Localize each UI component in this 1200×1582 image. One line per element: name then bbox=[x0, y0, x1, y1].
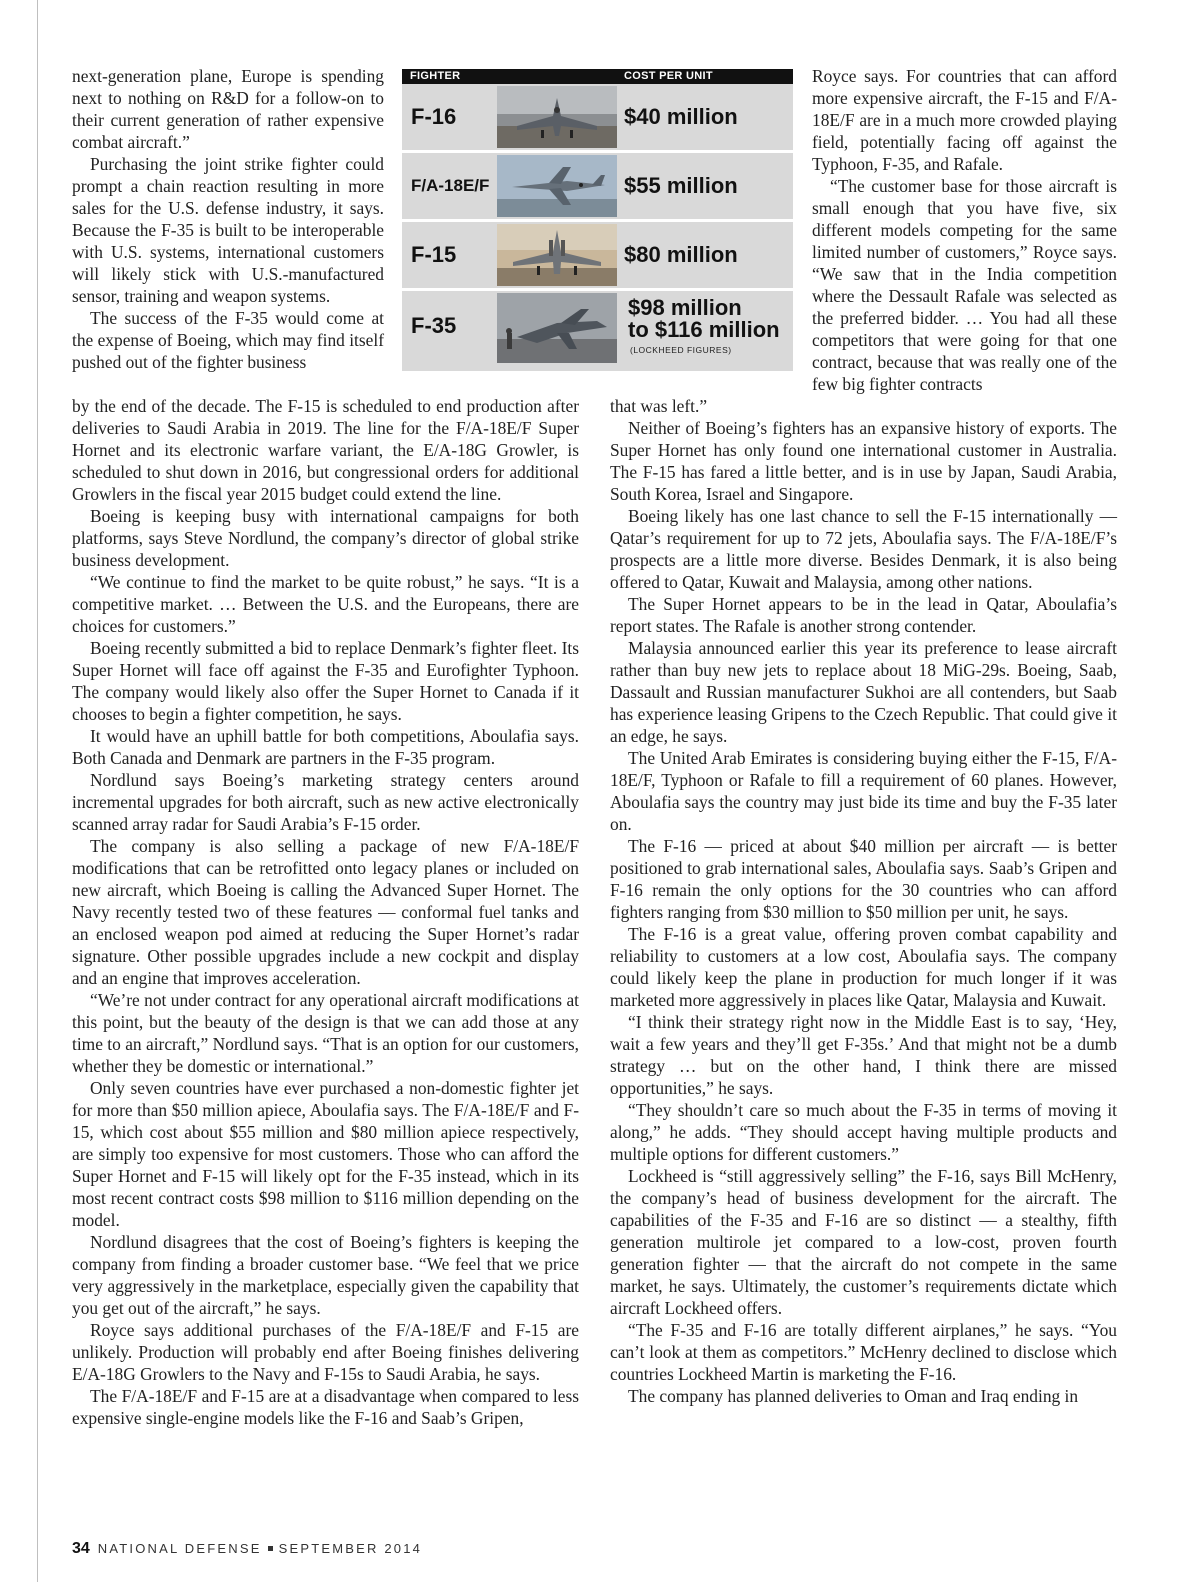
paragraph: Malaysia announced earlier this year its preference to lease aircraft rather than buy new jets to replace about 18 MiG-29s. Boeing, Saab, Dassault and Russian manufacturer Sukhoi are all contenders, but Saab has experience leasing Gripens to the Czech Republic. That could give it an edge, he says. bbox=[610, 638, 1117, 746]
paragraph: It would have an uphill battle for both competitions, Aboulafia says. Both Canada and Denmark are partners in the F-35 program. bbox=[72, 726, 579, 768]
paragraph: Boeing recently submitted a bid to replace Denmark’s fighter fleet. Its Super Hornet will face off against the F-35 and Eurofighter Typhoon. The company would likely also offer the Super Hornet to Canada if it chooses to begin a fighter competition, he says. bbox=[72, 638, 579, 724]
paragraph: “The F-35 and F-16 are totally different airplanes,” he says. “You can’t look at them as competitors.” McHenry declined to disclose which countries Lockheed Martin is marketing the F-16. bbox=[610, 1320, 1117, 1384]
header-fighter: FIGHTER bbox=[410, 70, 461, 82]
table-row-f15 bbox=[402, 222, 793, 288]
paragraph: The Super Hornet appears to be in the lead in Qatar, Aboulafia’s report states. The Rafale is another strong contender. bbox=[610, 594, 1117, 636]
paragraph: Only seven countries have ever purchased a non-domestic fighter jet for more than $50 million apiece, Aboulafia says. The F/A-18E/F and F-15, which cost about $55 million and $80 million apiece respectively, are simply too expensive for most customers. Those who can afford the Super Hornet and F-15 will likely opt for the F-35 instead, which in its most recent contract costs $98 million to $116 million depending on the model. bbox=[72, 1078, 579, 1230]
cost-line-2: to $116 million bbox=[628, 317, 780, 342]
paragraph: Neither of Boeing’s fighters has an expansive history of exports. The Super Hornet has only found one international customer in Australia. The F-15 has fared a little better, and is in use by Japan, Saudi Arabia, South Korea, Israel and Singapore. bbox=[610, 418, 1117, 504]
paragraph: next-generation plane, Europe is spending next to nothing on R&D for a follow-on to their current generation of rather expensive combat aircraft.” bbox=[72, 66, 384, 152]
paragraph: “The customer base for those aircraft is small enough that you have five, six different models competing for the same limited number of customers,” Royce says. “We saw that in the India competition where the Dessault Rafale was selected as the preferred bidder. … You had all these competitors that were going for that one contract, because that was really one of the few big fighter contracts bbox=[812, 176, 1117, 394]
paragraph: Nordlund says Boeing’s marketing strategy centers around incremental upgrades for both aircraft, such as new active electronically scanned array radar for Saudi Arabia’s F-15 order. bbox=[72, 770, 579, 834]
table-row-fa18ef bbox=[402, 153, 793, 219]
paragraph: The success of the F-35 would come at the expense of Boeing, which may find itself pushed out of the fighter business bbox=[72, 308, 384, 372]
fighter-name: F-35 bbox=[411, 313, 457, 338]
paragraph: Lockheed is “still aggressively selling” the F-16, says Bill McHenry, the company’s head of business development for the aircraft. The capabilities of the F-35 and F-16 are so distinct — a stealthy, fifth generation multirole jet compared to a low-cost, proven fourth generation fighter — that the aircraft do not compete in the same market, he says. Ultimately, the customer’s requirements dictate which aircraft Lockheed offers. bbox=[610, 1166, 1117, 1318]
left-column-top bbox=[72, 65, 384, 373]
paragraph: Royce says additional purchases of the F/A-18E/F and F-15 are unlikely. Production will probably end after Boeing finishes delivering E/A-18G Growlers to the Navy and F-15s to Saudi Arabia, he says. bbox=[72, 1320, 579, 1384]
fighter-cost-table bbox=[402, 69, 793, 371]
cost-value: $55 million bbox=[624, 173, 738, 198]
paragraph: that was left.” bbox=[610, 396, 708, 416]
separator-bullet bbox=[268, 1546, 273, 1551]
fighter-name: F/A-18E/F bbox=[411, 176, 490, 195]
f16-photo bbox=[497, 86, 617, 148]
paragraph: Royce says. For countries that can afford more expensive aircraft, the F-15 and F/A-18E/F are in a much more crowded playing field, potentially facing off against the Typhoon, F-35, and Rafale. bbox=[812, 66, 1117, 174]
paragraph: The F/A-18E/F and F-15 are at a disadvantage when compared to less expensive single-engine models like the F-16 and Saab’s Gripen, bbox=[72, 1386, 579, 1428]
table-row-f35 bbox=[402, 291, 793, 371]
page-footer bbox=[72, 1540, 422, 1558]
table-header bbox=[402, 69, 793, 84]
paragraph: The F-16 — priced at about $40 million per aircraft — is better positioned to grab international sales, Aboulafia says. Saab’s Gripen and F-16 remain the only options for the 30 countries who can afford fighters ranging from $30 million to $50 million per unit, he says. bbox=[610, 836, 1117, 922]
paragraph: Boeing is keeping busy with international campaigns for both platforms, says Steve Nordlund, the company’s director of global strike business development. bbox=[72, 506, 579, 570]
publication-name: NATIONAL DEFENSE bbox=[97, 1541, 262, 1556]
issue-date: SEPTEMBER 2014 bbox=[278, 1541, 423, 1556]
cost-source-note: (LOCKHEED FIGURES) bbox=[630, 345, 732, 355]
paragraph: Boeing likely has one last chance to sell the F-15 internationally — Qatar’s requirement for up to 72 jets, Aboulafia says. The F/A-18E/F’s prospects are a little more diverse. Besides Denmark, it is also being offered to Qatar, Kuwait and Malaysia, among other nations. bbox=[610, 506, 1117, 592]
cost-value: $40 million bbox=[624, 104, 738, 129]
right-column-top bbox=[812, 65, 1117, 395]
header-cost-per-unit: COST PER UNIT bbox=[624, 70, 713, 82]
paragraph: by the end of the decade. The F-15 is scheduled to end production after deliveries to Saudi Arabia in 2019. The line for the F/A-18E/F Super Hornet and its electronic warfare variant, the E/A-18G Growler, is scheduled to shut down in 2016, but congressional orders for additional Growlers in the fiscal year 2015 budget could extend the line. bbox=[72, 396, 579, 504]
page-number: 34 bbox=[72, 1540, 90, 1557]
fighter-name: F-16 bbox=[411, 104, 457, 129]
cost-value bbox=[628, 297, 780, 341]
cost-value: $80 million bbox=[624, 242, 738, 267]
cost-line-1: $98 million bbox=[628, 295, 742, 320]
paragraph: The company is also selling a package of new F/A-18E/F modifications that can be retrofitted onto legacy planes or included on new aircraft, which Boeing is calling the Advanced Super Hornet. The Navy recently tested two of these features — conformal fuel tanks and an enclosed weapon pod aimed at reducing the Super Hornet’s radar signature. Other possible upgrades include a new cockpit and display and an engine that improves acceleration. bbox=[72, 836, 579, 988]
f15-photo bbox=[497, 224, 617, 286]
paragraph: Purchasing the joint strike fighter could prompt a chain reaction resulting in more sales for the U.S. defense industry, it says. Because the F-35 is built to be interoperable with U.S. systems, international customers will likely stick with U.S.-manufactured sensor, training and weapon systems. bbox=[72, 154, 384, 306]
fighter-name: F-15 bbox=[411, 242, 457, 267]
f35-photo bbox=[497, 293, 617, 363]
paragraph: “They shouldn’t care so much about the F-35 in terms of moving it along,” he adds. “They should accept having multiple products and multiple options for different customers.” bbox=[610, 1100, 1117, 1164]
page-gutter-line bbox=[37, 0, 38, 1582]
paragraph: “We’re not under contract for any operational aircraft modifications at this point, but the beauty of the design is that we can add those at any time to an aircraft,” Nordlund says. “That is an option for our customers, whether they be domestic or international.” bbox=[72, 990, 579, 1076]
paragraph: “We continue to find the market to be quite robust,” he says. “It is a competitive market. … Between the U.S. and the Europeans, there are choices for customers.” bbox=[72, 572, 579, 636]
fa18ef-photo bbox=[497, 155, 617, 217]
paragraph: Nordlund disagrees that the cost of Boeing’s fighters is keeping the company from finding a broader customer base. “We feel that we price very aggressively in the marketplace, especially given the capability that you get out of the aircraft,” he says. bbox=[72, 1232, 579, 1318]
right-column bbox=[610, 395, 1117, 1407]
left-column bbox=[72, 395, 579, 1429]
paragraph: The United Arab Emirates is considering buying either the F-15, F/A-18E/F, Typhoon or Rafale to fill a requirement of 60 planes. However, Aboulafia says the country may just bide its time and buy the F-35 later on. bbox=[610, 748, 1117, 834]
paragraph: The F-16 is a great value, offering proven combat capability and reliability to customers at a low cost, Aboulafia says. The company could likely keep the plane in production for much longer if it was marketed more aggressively in places like Qatar, Malaysia and Kuwait. bbox=[610, 924, 1117, 1010]
table-row-f16 bbox=[402, 84, 793, 150]
paragraph: The company has planned deliveries to Oman and Iraq ending in bbox=[628, 1386, 1079, 1406]
paragraph: “I think their strategy right now in the Middle East is to say, ‘Hey, wait a few years and they’ll get F-35s.’ And that might not be a dumb strategy … but on the other hand, I think there are missed opportunities,” he says. bbox=[610, 1012, 1117, 1098]
